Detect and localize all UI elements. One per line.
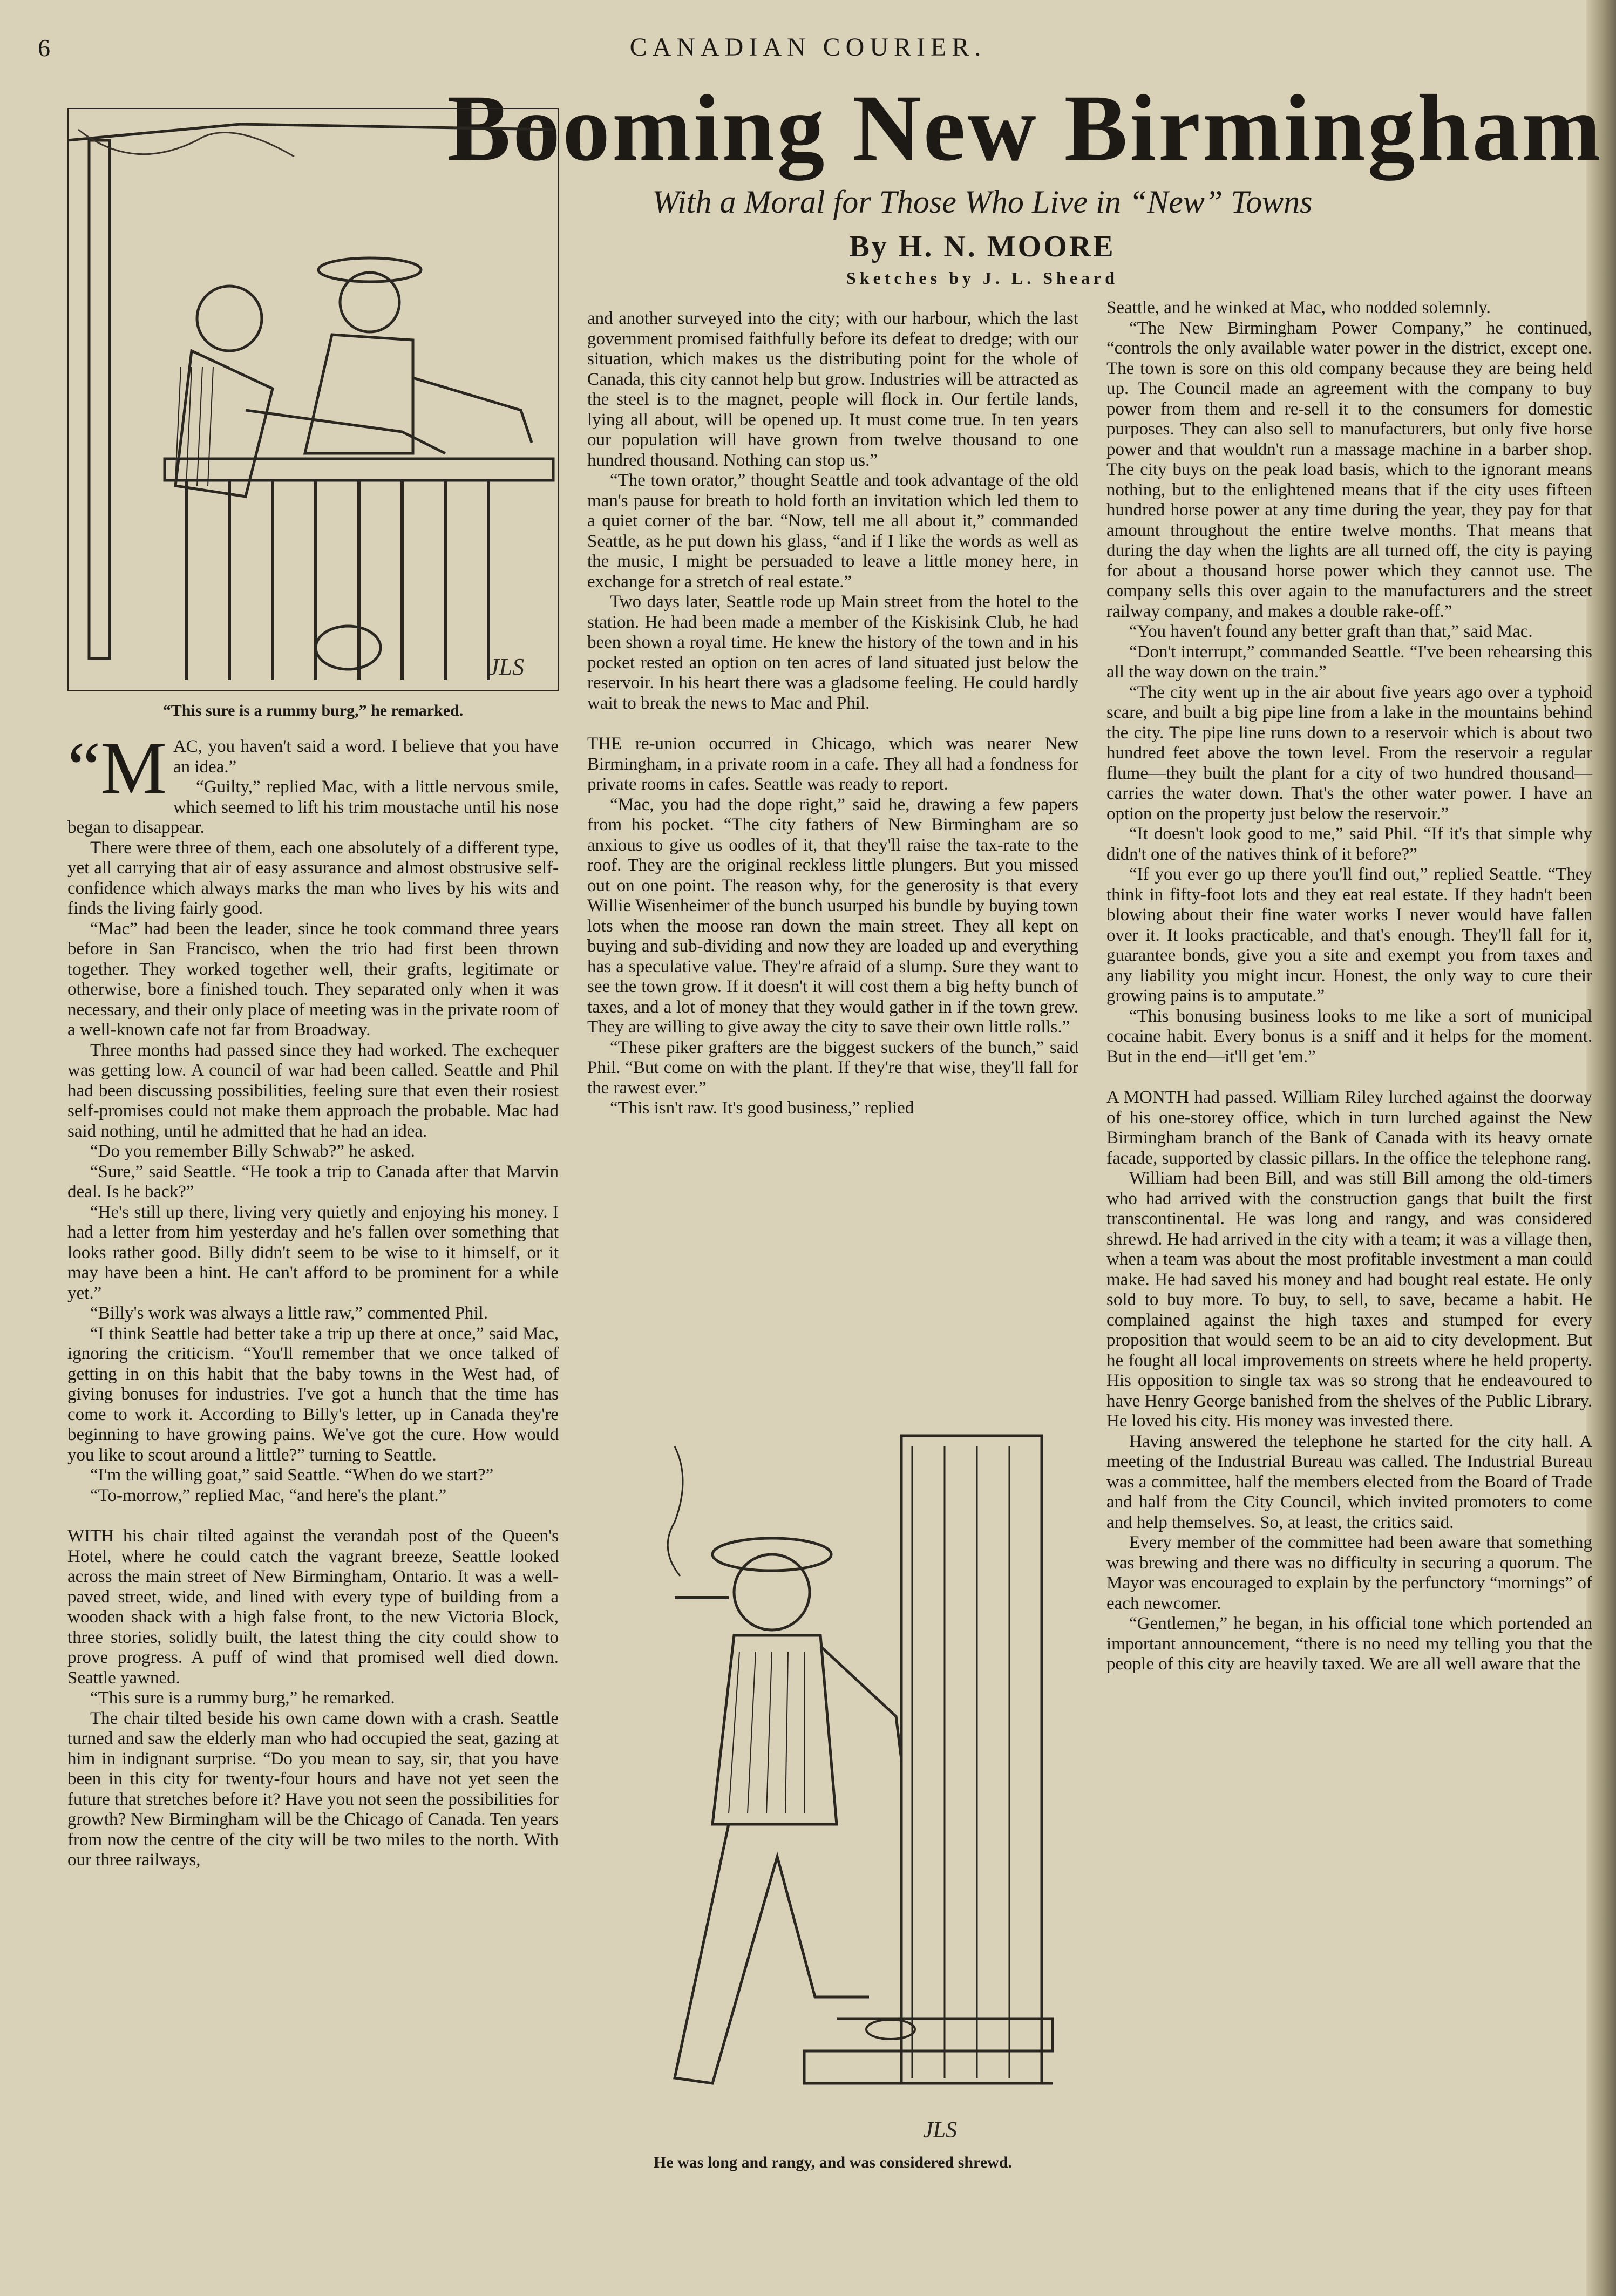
paragraph: “This bonusing business looks to me like a sort of municipal cocaine habit. Every bonus is a sniff and it helps for the moment. But in the end—it'll get 'em.” [1106, 1006, 1592, 1067]
paragraph: “To-morrow,” replied Mac, “and here's the plant.” [90, 1485, 447, 1505]
paragraph: “He's still up there, living very quietly and enjoying his money. I had a letter from him yesterday and he's fallen over something that looks rather good. Billy didn't seem to be wise to it himself, or it may have been a hint. He can't afford to be prominent for a while yet.” [67, 1202, 559, 1303]
paragraph: Every member of the committee had been aware that something was brewing and there was no difficulty in securing a quorum. The Mayor was encouraged to explain by the perfunctory “mornings” of each newcomer. [1106, 1533, 1592, 1613]
paragraph: “The New Birmingham Power Company,” he continued, “controls the only available water power in the district, except one. The town is sore on this old company because they are being held up. The Council made an agreement with the company to buy power from them and re-sell it to the consumers for domestic purposes. They can also sell to manufacturers, but only five horse power and that wouldn't run a massage machine in a barber shop. The city buys on the peak load basis, which to the ignorant means nothing, but to the enlightened means that if the city uses fifteen hundred horse power at any time during the year, they pay for that amount throughout the entire twelve months. That means that during the day when the lights are all turned off, the city is paying for about a thousand horse power which they cannot use. The company sells this over again to the manufacturers and the street railway company, and makes a double rake-off.” [1106, 318, 1592, 621]
section-opening: A MONTH had passed. William Riley lurched against the doorway of his one-storey office, which in turn lurched against the New Birmingham branch of the Bank of Canada with its heavy ornate facade, supported by classic pillars. In the office the telephone rang. [1106, 1088, 1592, 1168]
paragraph: Three months had passed since they had worked. The exchequer was getting low. A council of war had been called. Seattle and Phil had been discussing possibilities, feeling sure that even their rosiest self-promises could not make them approach the probable. Mac had said nothing, until he admitted that he had an idea. [67, 1040, 559, 1141]
paragraph: Having answered the telephone he started for the city hall. A meeting of the Industrial Bureau was called. The Industrial Bureau was a committee, half the members elected from the Board of Trade and half from the City Council, which invited promoters to come and help themselves. So, at least, the critics said. [1106, 1431, 1592, 1532]
paragraph: “Sure,” said Seattle. “He took a trip to Canada after that Marvin deal. Is he back?” [67, 1161, 559, 1201]
paragraph: “This sure is a rummy burg,” he remarked. [90, 1688, 395, 1708]
paragraph: “It doesn't look good to me,” said Phil. “If it's that simple why didn't one of the natives think of it before?” [1106, 824, 1592, 864]
paragraph: “I'm the willing goat,” said Seattle. “When do we start?” [90, 1465, 494, 1485]
paragraph: “This isn't raw. It's good business,” replied [610, 1098, 914, 1118]
page-number: 6 [38, 34, 50, 62]
drop-cap: “M [67, 726, 167, 809]
paragraph: There were three of them, each one absolutely of a different type, yet all carrying that air of easy assurance and almost obstrusive self-confidence which always marks the man who lives by his wits and finds the living fairly good. [67, 838, 559, 918]
article-byline: By H. N. MOORE [849, 230, 1116, 263]
paragraph: “Mac” had been the leader, since he took command three years before in San Francisco, when the trio had first been thrown together. They worked together well, their grafts, legitimate or otherwise, bore a finished touch. They separated only when it was necessary, and their only place of meeting was in the private room of a well-known cafe not far from Broadway. [67, 919, 559, 1040]
paragraph: “These piker grafters are the biggest suckers of the bunch,” said Phil. “But come on with the plant. If they're that wise, they'll fall for the rawest ever.” [587, 1037, 1078, 1098]
paragraph: Seattle, and he winked at Mac, who nodded solemnly. [1106, 298, 1491, 317]
paragraph: William had been Bill, and was still Bill among the old-timers who had arrived with the construction gangs that built the first transcontinental. He was long and rangy, and was considered shrewd. He had arrived in the city with a team; it was a village then, when a team was about the most profitable investment a man could make. He had saved his money and had bought real estate. He only sold to buy more. To buy, to sell, to save, became a habit. He complained against the high taxes and stumped for every proposition that would seem to be an aid to city development. But he fought all local improvements on streets where he held property. His opposition to single tax was so strong that he endeavoured to have Henry George banished from the shelves of the Public Library. He loved his city. His money was invested there. [1106, 1169, 1592, 1431]
running-head: CANADIAN COURIER. [629, 33, 987, 62]
paragraph: The chair tilted beside his own came down with a crash. Seattle turned and saw the elderly man who had occupied the seat, gazing at him in indignant surprise. “Do you mean to say, sir, that you have been in this city for twenty-four hours and have not yet seen the future that stretches before it? Have you not seen the possibilities for growth? New Birmingham will be the Chicago of Canada. Ten years from now the centre of the city will be two miles to the north. With our three railways, [67, 1708, 559, 1870]
paragraph: “Gentlemen,” he began, in his official tone which portended an important announcement, “there is no need my telling you that the people of this city are heavily taxed. We are all well aware that the [1106, 1614, 1592, 1674]
paragraph: “Do you remember Billy Schwab?” he asked. [90, 1142, 416, 1161]
sketch-credit: Sketches by J. L. Sheard [846, 268, 1119, 288]
paragraph: “Mac, you had the dope right,” said he, drawing a few papers from his pocket. “The city fathers of New Birmingham are so anxious to give us oodles of it, that they'll raise the tax-rate to the roof. They are the original reckless little plungers. But you missed out on one point. The reason why, for the generosity is that every Willie Wisenheimer of the bunch usurped his bundle by buying town lots when the moose ran down the main street. They all kept on buying and sub-dividing and now they are loaded up and everything has a speculative value. They're afraid of a slump. Sure they want to see the town grow. If it doesn't it will cost them a big hefty bunch of taxes, and a lot of money that they would gather in if the town grew. They are willing to give away the city to save their own little rolls.” [587, 794, 1078, 1037]
paragraph: “I think Seattle had better take a trip up there at once,” said Mac, ignoring the criticism. “You'll remember that we once talked of getting in on this habit that the baby towns in the West had, of giving bonuses for industries. I've got a hunch that the time has come to work it. According to Billy's letter, up in Canada they're beginning to have growing pains. We've got the cure. How would you like to scout around a little?” turning to Seattle. [67, 1323, 559, 1465]
paragraph: Two days later, Seattle rode up Main street from the hotel to the station. He had been made a member of the Kiskisink Club, he had been shown a royal time. He knew the history of the town and in his pocket rested an option on ten acres of land situated just below the reservoir. In his heart there was a gladsome feeling. He could hardly wait to break the news to Mac and Phil. [587, 592, 1078, 713]
column-3 [1106, 298, 1592, 1675]
caption-verandah: “This sure is a rummy burg,” he remarked. [162, 702, 464, 719]
illustration-signature: JLS [488, 654, 524, 680]
illustration-doorway [642, 1414, 1063, 2148]
paragraph: “You haven't found any better graft than that,” said Mac. [1129, 622, 1533, 641]
paragraph: “Guilty,” replied Mac, with a little nervous smile, which seemed to lift his trim moustache until his nose began to disappear. [67, 777, 559, 837]
paragraph: and another surveyed into the city; with our harbour, which the last government promised faithfully before its defeat to dredge; with our situation, which makes us the distributing point for the whole of Canada, this city cannot help but grow. Industries will be attracted as the steel is to the magnet, people will flock in. Our fertile lands, lying all about, will be opened up. It must come true. In ten years our population will have grown from twelve thousand to one hundred thousand. Nothing can stop us.” [587, 309, 1078, 470]
section-opening: WITH his chair tilted against the verandah post of the Queen's Hotel, where he could catch the vagrant breeze, Seattle looked across the main street of New Birmingham, Ontario. It was a well-paved street, wide, and lined with every type of building from a wooden shack with a high false front, to the new Victoria Block, three stories, solidly built, the latest thing the city could show to prove progress. A puff of wind that promised well died down. Seattle yawned. [67, 1526, 559, 1688]
illustration-signature-2: JLS [923, 2118, 957, 2143]
column-2 [587, 309, 1078, 1119]
paragraph: “Billy's work was always a little raw,” commented Phil. [90, 1303, 488, 1323]
paragraph: “The town orator,” thought Seattle and took advantage of the old man's pause for breath to hold forth an invitation which led them to a quiet corner of the bar. “Now, tell me all about it,” commanded Seattle, as he put down his glass, “and if I like the words as well as the music, I might be persuaded to leave a little money here, in exchange for a stretch of real estate.” [587, 471, 1078, 592]
paragraph: “Don't interrupt,” commanded Seattle. “I've been rehearsing this all the way down on the train.” [1106, 642, 1592, 682]
caption-doorway: He was long and rangy, and was considered shrewd. [653, 2154, 1012, 2171]
paragraph: “The city went up in the air about five years ago over a typhoid scare, and built a big pipe line from a lake in the mountains behind the city. The pipe line runs down to a reservoir which is about two hundred feet above the town level. From the reservoir a regular flume—they built the plant for a city of two hundred thousand—carries the water down. That's the other water power. I have an option on the property just below the reservoir.” [1106, 682, 1592, 824]
article-title: Booming New Birmingham [447, 76, 1603, 181]
column-1 [67, 726, 559, 1871]
paragraph: “MAC, you haven't said a word. I believe that you have an idea.” [67, 726, 559, 809]
illustration-verandah [67, 108, 559, 691]
paragraph: “If you ever go up there you'll find out,” replied Seattle. “They think in fifty-foot lots and they eat real estate. If they hadn't been blowing about their fine water works I never would have fallen over it. It looks practicable, and that's enough. They'll fall for it, guarantee bonds, give you a site and exempt you from taxes and any liability you might incur. Honest, the only way to cure their growing pains is to amputate.” [1106, 865, 1592, 1006]
section-opening: THE re-union occurred in Chicago, which was nearer New Birmingham, in a private room in a cafe. They all had a fondness for private rooms in cafes. Seattle was ready to report. [587, 734, 1078, 794]
article-subtitle: With a Moral for Those Who Live in “New” Towns [652, 184, 1313, 220]
